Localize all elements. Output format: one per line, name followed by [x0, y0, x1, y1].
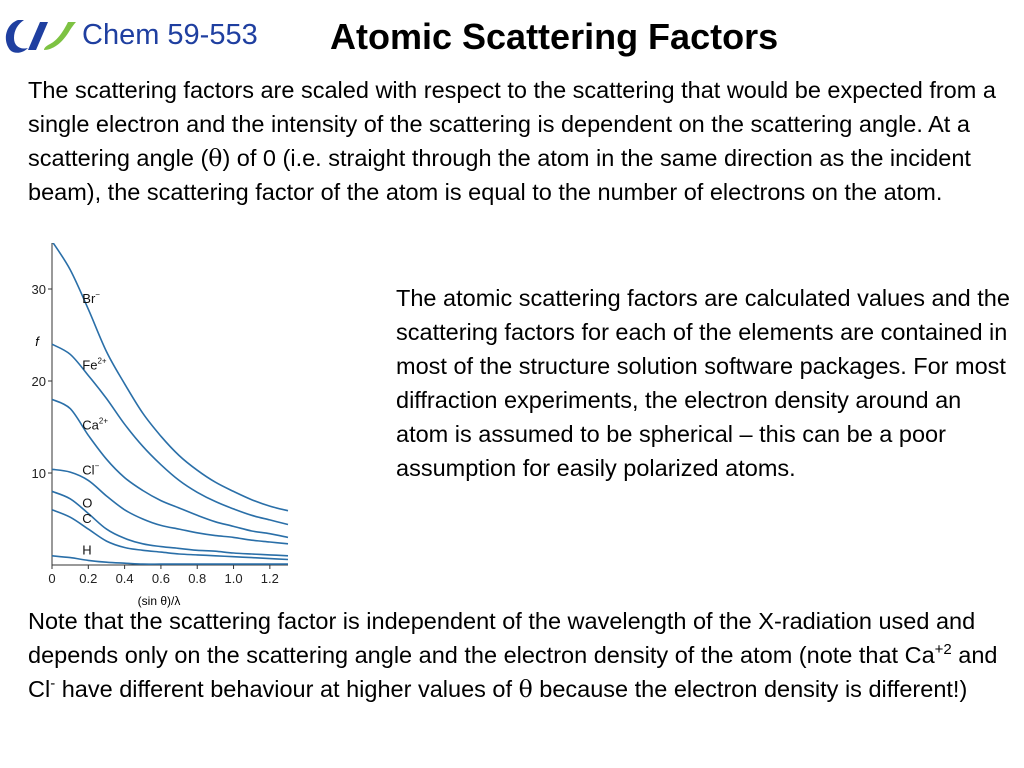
y-tick-label: 20: [31, 374, 46, 389]
x-tick-label: 0.6: [151, 571, 170, 586]
y-tick-label: 10: [31, 466, 46, 481]
x-tick-label: 0.2: [79, 571, 98, 586]
course-code: Chem 59-553: [82, 19, 258, 51]
x-tick-labels: [48, 565, 279, 586]
series-label-ca: $Ca^{2+}$: [82, 416, 109, 433]
note-paragraph: [28, 604, 1008, 706]
intro-text-b: ) of 0 (i.e. straight through the atom in the same direction as the incident beam), the scattering factor of the atom is equal to the number of electrons on the atom.: [28, 145, 971, 205]
x-tick-label: 0: [48, 571, 56, 586]
note-text-c: have different behaviour at higher values of: [55, 676, 519, 702]
ca-charge: +2: [934, 641, 952, 659]
x-tick-label: 0.8: [188, 571, 207, 586]
x-tick-label: 1.2: [260, 571, 279, 586]
series-label-o: O: [82, 495, 93, 511]
logo-blue-bar: [28, 22, 48, 50]
university-logo: [4, 16, 76, 56]
page-title: Atomic Scattering Factors: [330, 16, 779, 57]
logo-blue-swoosh: [6, 20, 28, 53]
calculated-values-paragraph: The atomic scattering factors are calculated values and the scattering factors for each of the elements are contained in most of the structure solution software packages. For most diffraction experiments, the electron density around an atom is assumed to be spherical – this can be a poor assumption for easily polarized atoms.: [396, 285, 1010, 481]
note-text-b: and Cl: [28, 642, 998, 702]
y-axis-label: f: [35, 334, 39, 349]
series-labels: [82, 290, 108, 557]
series-charge: 2+: [97, 356, 107, 366]
theta-symbol: θ: [518, 675, 533, 703]
theta-symbol: θ: [208, 144, 223, 172]
note-text-a: Note that the scattering factor is independent of the wavelength of the X-radiation used and depends only on the scattering angle and the electron density of the atom (note that Ca: [28, 608, 976, 668]
y-tick-labels: [32, 282, 52, 481]
series-charge: −: [95, 290, 100, 300]
series-label-c: C: [82, 511, 92, 527]
series-label-fe: $Fe^{2+}$: [82, 356, 107, 373]
intro-paragraph: [28, 73, 1008, 209]
series-charge: 2+: [98, 416, 109, 426]
scattering-factor-chart: [22, 243, 300, 610]
y-tick-label: 30: [31, 282, 46, 297]
note-text-d: because the electron density is different!): [532, 676, 968, 702]
x-tick-label: 1.0: [224, 571, 243, 586]
series-label-h: H: [82, 542, 92, 558]
x-axis-label: (sin θ)/λ: [137, 594, 181, 608]
series-label-br: Br−: [82, 290, 100, 307]
series-charge: −: [94, 461, 100, 471]
logo-green-swoosh: [44, 22, 76, 50]
intro-text-a: The scattering factors are scaled with respect to the scattering that would be expected from a single electron and the intensity of the scattering is dependent on the scattering angle. At a scattering angle (: [28, 77, 996, 171]
x-tick-label: 0.4: [115, 571, 134, 586]
cl-charge: -: [50, 675, 56, 693]
series-label-cl: Cl−: [82, 461, 100, 478]
